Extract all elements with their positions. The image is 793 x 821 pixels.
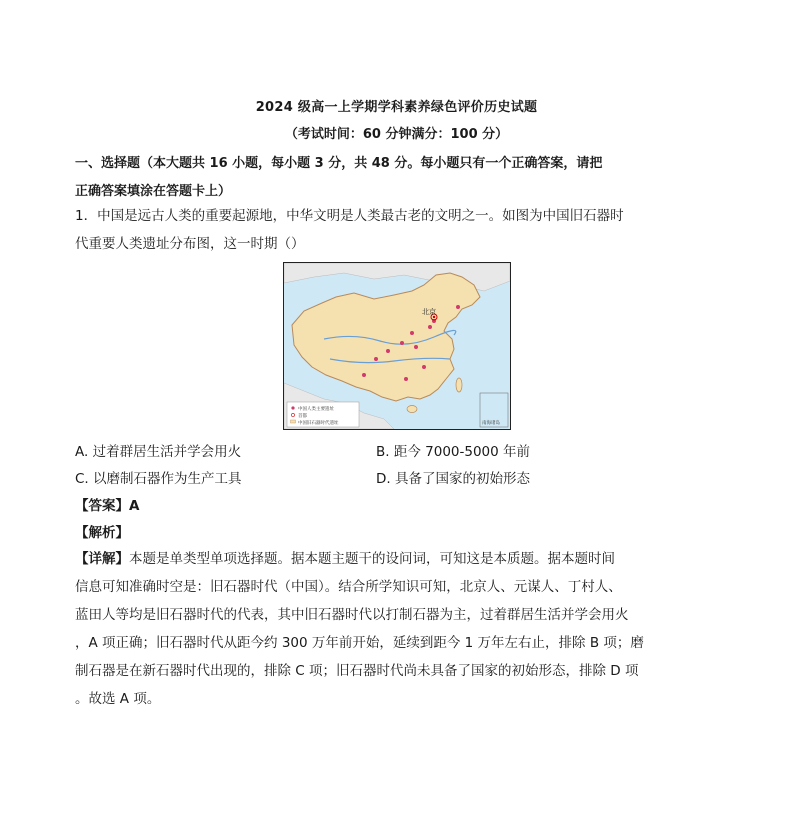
legend-item-1: 中国人类主要遗址 — [298, 407, 334, 412]
capital-marker-dot — [433, 316, 435, 318]
detail-line-2: 信息可知准确时空是：旧石器时代（中国）。结合所学知识可知，北京人、元谋人、丁村人、 — [75, 579, 622, 595]
detail-line-5: 制石器是在新石器时代出现的，排除 C 项；旧石器时代尚未具备了国家的初始形态，排除 D 项 — [75, 663, 639, 679]
site-marker — [400, 341, 404, 345]
exam-title: 2024 级高一上学期学科素养绿色评价历史试题 — [255, 100, 538, 115]
site-marker — [456, 305, 460, 309]
section-heading-line-2: 正确答案填涂在答题卡上） — [75, 184, 232, 199]
site-marker — [422, 365, 426, 369]
detail-line-1-text: 本题是单类型单项选择题。据本题主题干的设问词，可知这是本质题。据本题时间 — [129, 551, 615, 567]
question-1-stem — [75, 202, 675, 258]
legend-site-icon — [291, 406, 294, 409]
legend-land-icon — [291, 420, 296, 423]
question-1-line-1: 1．中国是远古人类的重要起源地，中华文明是人类最古老的文明之一。如图为中国旧石器时 — [75, 208, 624, 224]
exam-subtitle: （考试时间：60 分钟满分：100 分） — [284, 127, 509, 142]
option-b: B. 距今 7000-5000 年前 — [376, 444, 531, 460]
answer-label: 【答案】A — [75, 498, 140, 514]
hainan-island — [407, 406, 417, 413]
detail-line-6: 。故选 A 项。 — [75, 691, 161, 707]
site-marker — [386, 349, 390, 353]
legend-item-3: 中国旧石器时代遗址 — [298, 421, 339, 426]
inset-label: 南海诸岛 — [482, 421, 500, 426]
question-1-line-2: 代重要人类遗址分布图，这一时期（） — [75, 236, 305, 252]
detail-line-1 — [75, 545, 695, 573]
option-d: D. 具备了国家的初始形态 — [376, 471, 530, 487]
analysis-label: 【解析】 — [75, 525, 129, 541]
china-paleolithic-sites-map — [283, 262, 511, 430]
section-heading-line-1: 一、选择题（本大题共 16 小题，每小题 3 分，共 48 分。每小题只有一个正确答案，请把 — [75, 156, 603, 171]
legend-item-2: 首都 — [298, 414, 307, 419]
site-marker — [414, 345, 418, 349]
site-marker — [362, 373, 366, 377]
detail-line-3: 蓝田人等均是旧石器时代的代表，其中旧石器时代以打制石器为主，过着群居生活并学会用火 — [75, 607, 629, 623]
site-marker — [428, 325, 432, 329]
detail-line-4: ，A 项正确；旧石器时代从距今约 300 万年前开始，延续到距今 1 万年左右止，排除 B 项；磨 — [75, 635, 644, 651]
section-heading — [75, 150, 695, 206]
option-c: C. 以磨制石器作为生产工具 — [75, 471, 242, 487]
site-marker — [404, 377, 408, 381]
site-marker — [410, 331, 414, 335]
site-marker — [374, 357, 378, 361]
city-label-beijing: 北京 — [422, 308, 436, 316]
detailed-explanation — [75, 545, 695, 713]
detail-label: 【详解】 — [75, 551, 129, 567]
option-a: A. 过着群居生活并学会用火 — [75, 444, 242, 460]
taiwan-island — [456, 378, 462, 392]
